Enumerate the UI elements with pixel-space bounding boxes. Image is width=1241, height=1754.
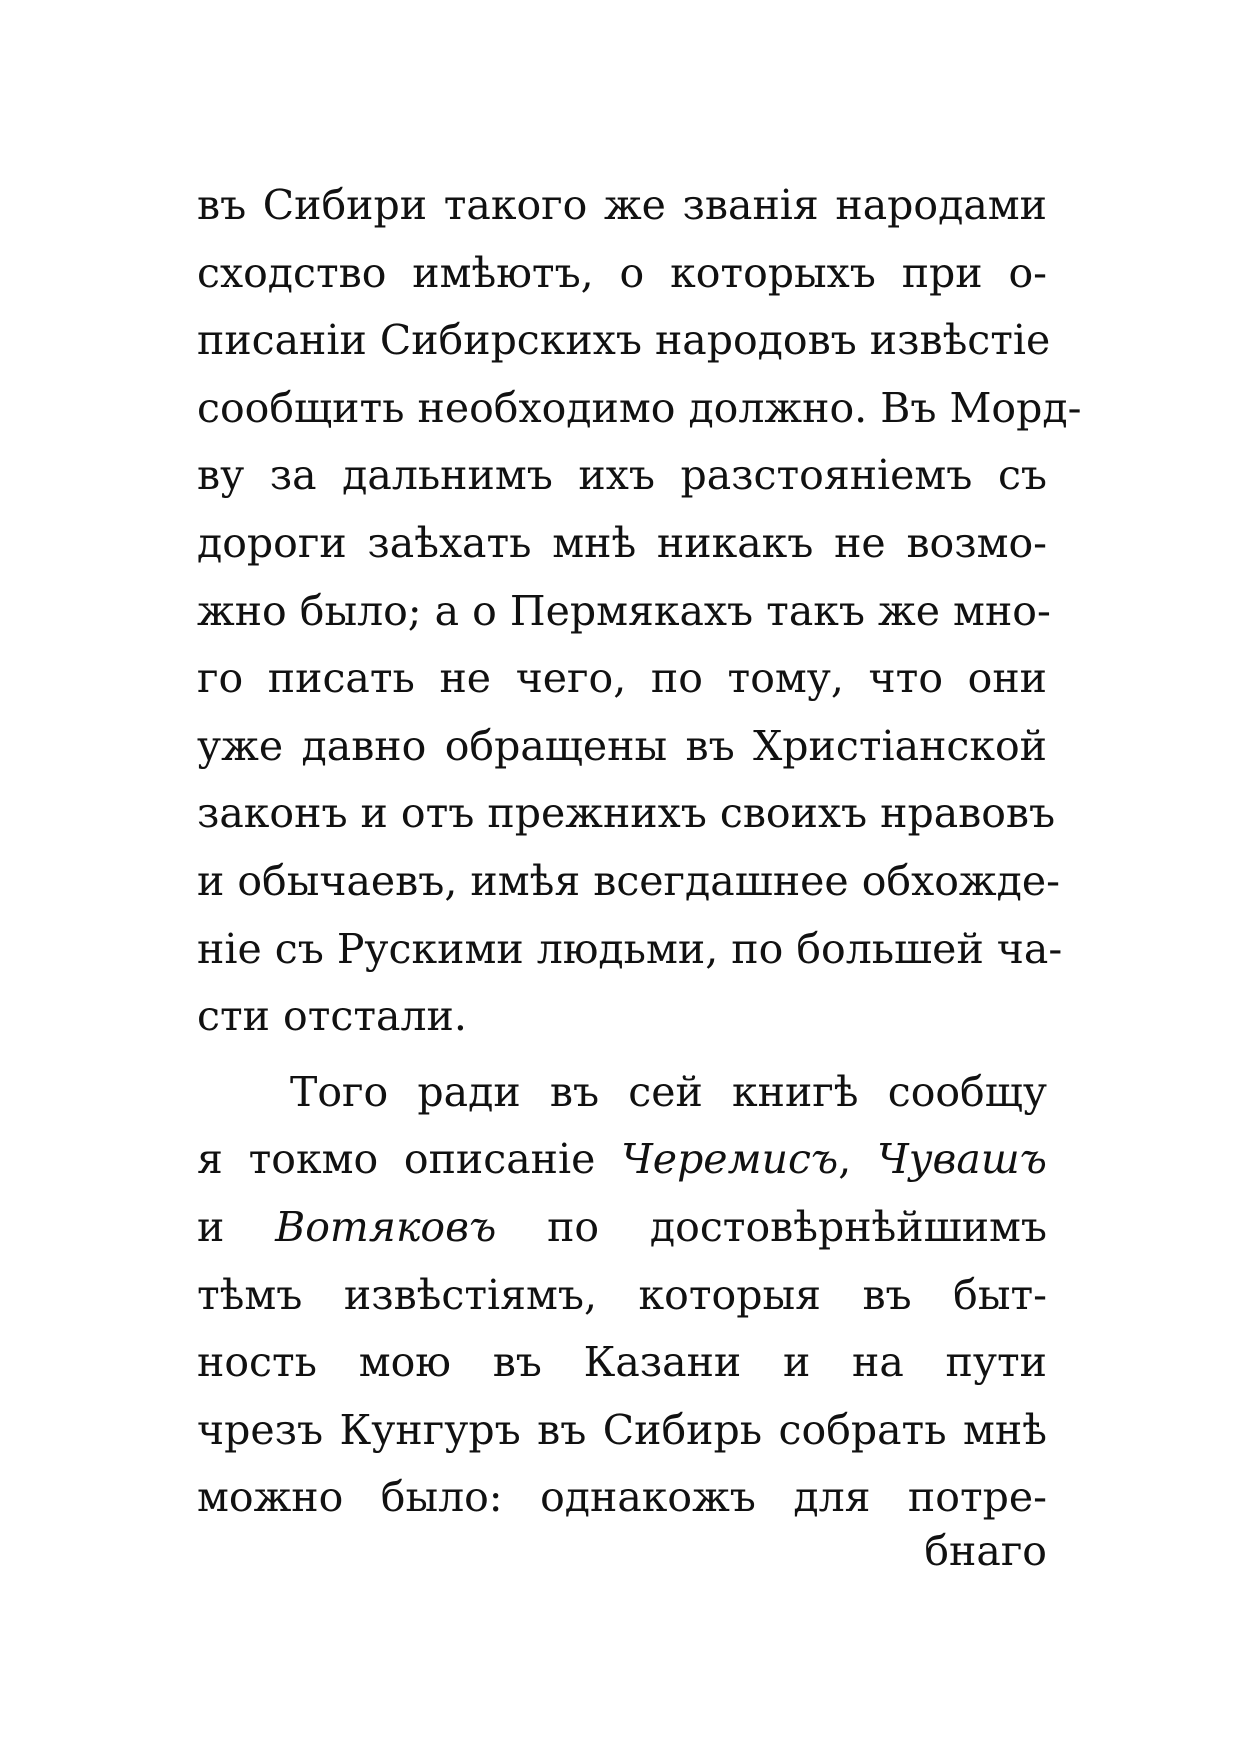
text-fragment: , <box>838 1135 878 1184</box>
text-line: ность мою въ Казани и на пути <box>197 1338 1047 1387</box>
paragraph-1 <box>197 172 1082 1051</box>
text-line: въ Сибири такого же званія народами <box>197 181 1047 229</box>
text-line: уже давно обращены въ Христіанской <box>197 721 1047 770</box>
text-line: и обычаевъ, имѣя всегдашнее обхожде- <box>197 856 1060 905</box>
italic-name: Вотяковъ <box>275 1202 497 1251</box>
text-line: ву за дальнимъ ихъ разстояніемъ съ <box>197 451 1047 500</box>
text-line: жно было; а о Пермякахъ такъ же мно- <box>197 586 1051 635</box>
text-line: ніе съ Рускими людьми, по большей ча- <box>197 924 1063 973</box>
text-line: законъ и отъ прежнихъ своихъ нравовъ <box>197 789 1056 838</box>
text-line: сообщить необходимо должно. Въ Морд- <box>197 383 1082 432</box>
text-fragment: и <box>197 1202 276 1251</box>
catchword: бнаго <box>924 1527 1047 1575</box>
text-line: тѣмъ извѣстіямъ, которыя въ быт- <box>197 1270 1047 1319</box>
text-line: сходство имѣютъ, о которыхъ при о- <box>197 248 1047 297</box>
text-line: го писать не чего, по тому, что они <box>197 654 1047 703</box>
text-line <box>197 1194 1047 1262</box>
text-fragment: по достовѣрнѣйшимъ <box>496 1202 1047 1251</box>
text-line <box>197 1126 1047 1194</box>
paragraph-2 <box>197 1059 1047 1532</box>
page-text <box>197 172 1082 1532</box>
italic-name: Черемисъ <box>621 1135 839 1184</box>
text-line: дороги заѣхать мнѣ никакъ не возмо- <box>197 518 1047 567</box>
text-line: можно было: однакожъ для потре- <box>197 1473 1047 1522</box>
italic-name: Чувашъ <box>877 1135 1047 1184</box>
text-line: сти отстали. <box>197 992 467 1041</box>
text-line: Того ради въ сей книгѣ сообщу <box>290 1067 1047 1116</box>
text-line: писаніи Сибирскихъ народовъ извѣстіе <box>197 316 1051 365</box>
text-line: чрезъ Кунгуръ въ Сибирь собрать мнѣ <box>197 1405 1047 1454</box>
text-fragment: я токмо описаніе <box>197 1135 622 1184</box>
paragraph-gap <box>197 1051 1047 1059</box>
